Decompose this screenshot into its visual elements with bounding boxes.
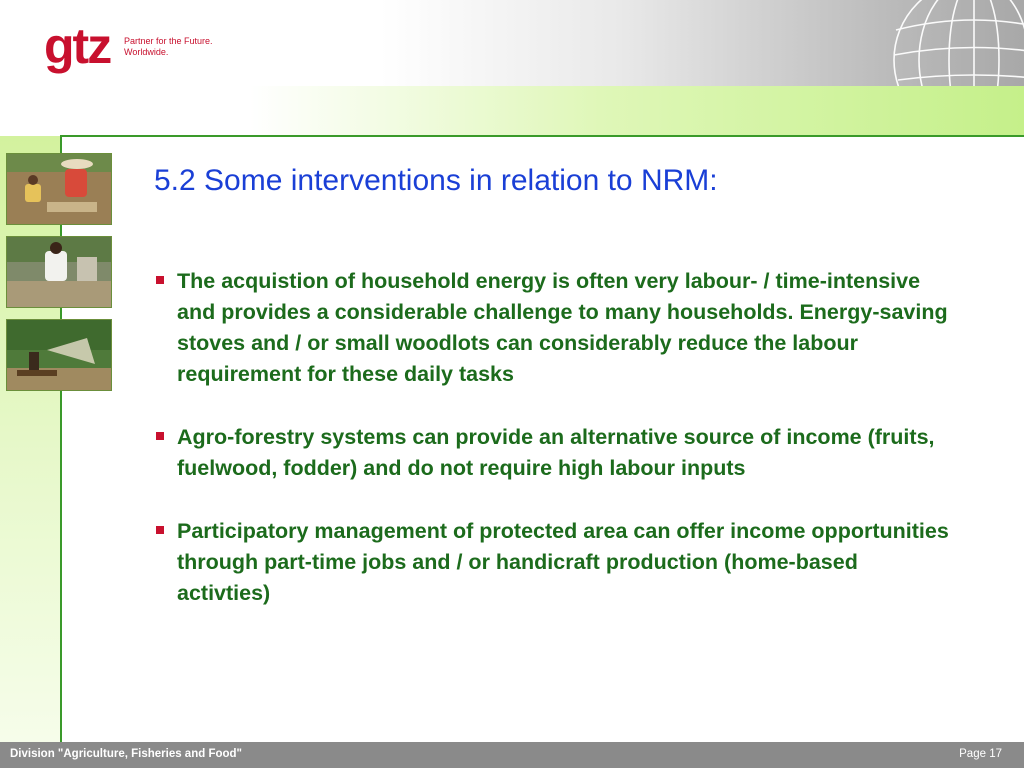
photo-fishing bbox=[6, 319, 112, 391]
left-green-band bbox=[0, 136, 60, 742]
bullet-text: Agro-forestry systems can provide an alternative source of income (fruits, fuelwood, fodder) and do not require high labour inputs bbox=[177, 425, 935, 480]
frame-line-horizontal bbox=[60, 135, 1024, 137]
logo-tagline bbox=[124, 36, 213, 58]
bullet-item bbox=[155, 516, 955, 609]
bullet-marker-icon bbox=[156, 432, 164, 440]
tagline-line-2: Worldwide. bbox=[124, 47, 169, 57]
gtz-logo: gtz bbox=[44, 18, 111, 74]
photo-workshop bbox=[6, 236, 112, 308]
bullet-list bbox=[155, 266, 955, 609]
slide-footer bbox=[0, 742, 1024, 768]
division-label: Division "Agriculture, Fisheries and Food" bbox=[10, 748, 242, 760]
globe-icon bbox=[884, 0, 1024, 86]
page-number: Page 17 bbox=[959, 748, 1002, 760]
header-green-band bbox=[0, 86, 1024, 136]
bullet-item bbox=[155, 422, 955, 484]
frame-line-vertical bbox=[60, 135, 62, 742]
bullet-marker-icon bbox=[156, 276, 164, 284]
slide-title: 5.2 Some interventions in relation to NRM: bbox=[154, 164, 718, 197]
bullet-text: Participatory management of protected area can offer income opportunities through part-time jobs and / or handicraft production (home-based activties) bbox=[177, 519, 949, 605]
tagline-line-1: Partner for the Future. bbox=[124, 36, 213, 46]
photo-farming bbox=[6, 153, 112, 225]
bullet-marker-icon bbox=[156, 526, 164, 534]
bullet-item bbox=[155, 266, 955, 390]
bullet-text: The acquistion of household energy is often very labour- / time-intensive and provides a considerable challenge to many households. Energy-saving stoves and / or small woodlots can considerably reduce the labour requirement for these daily tasks bbox=[177, 269, 948, 386]
slide-header bbox=[0, 0, 1024, 86]
